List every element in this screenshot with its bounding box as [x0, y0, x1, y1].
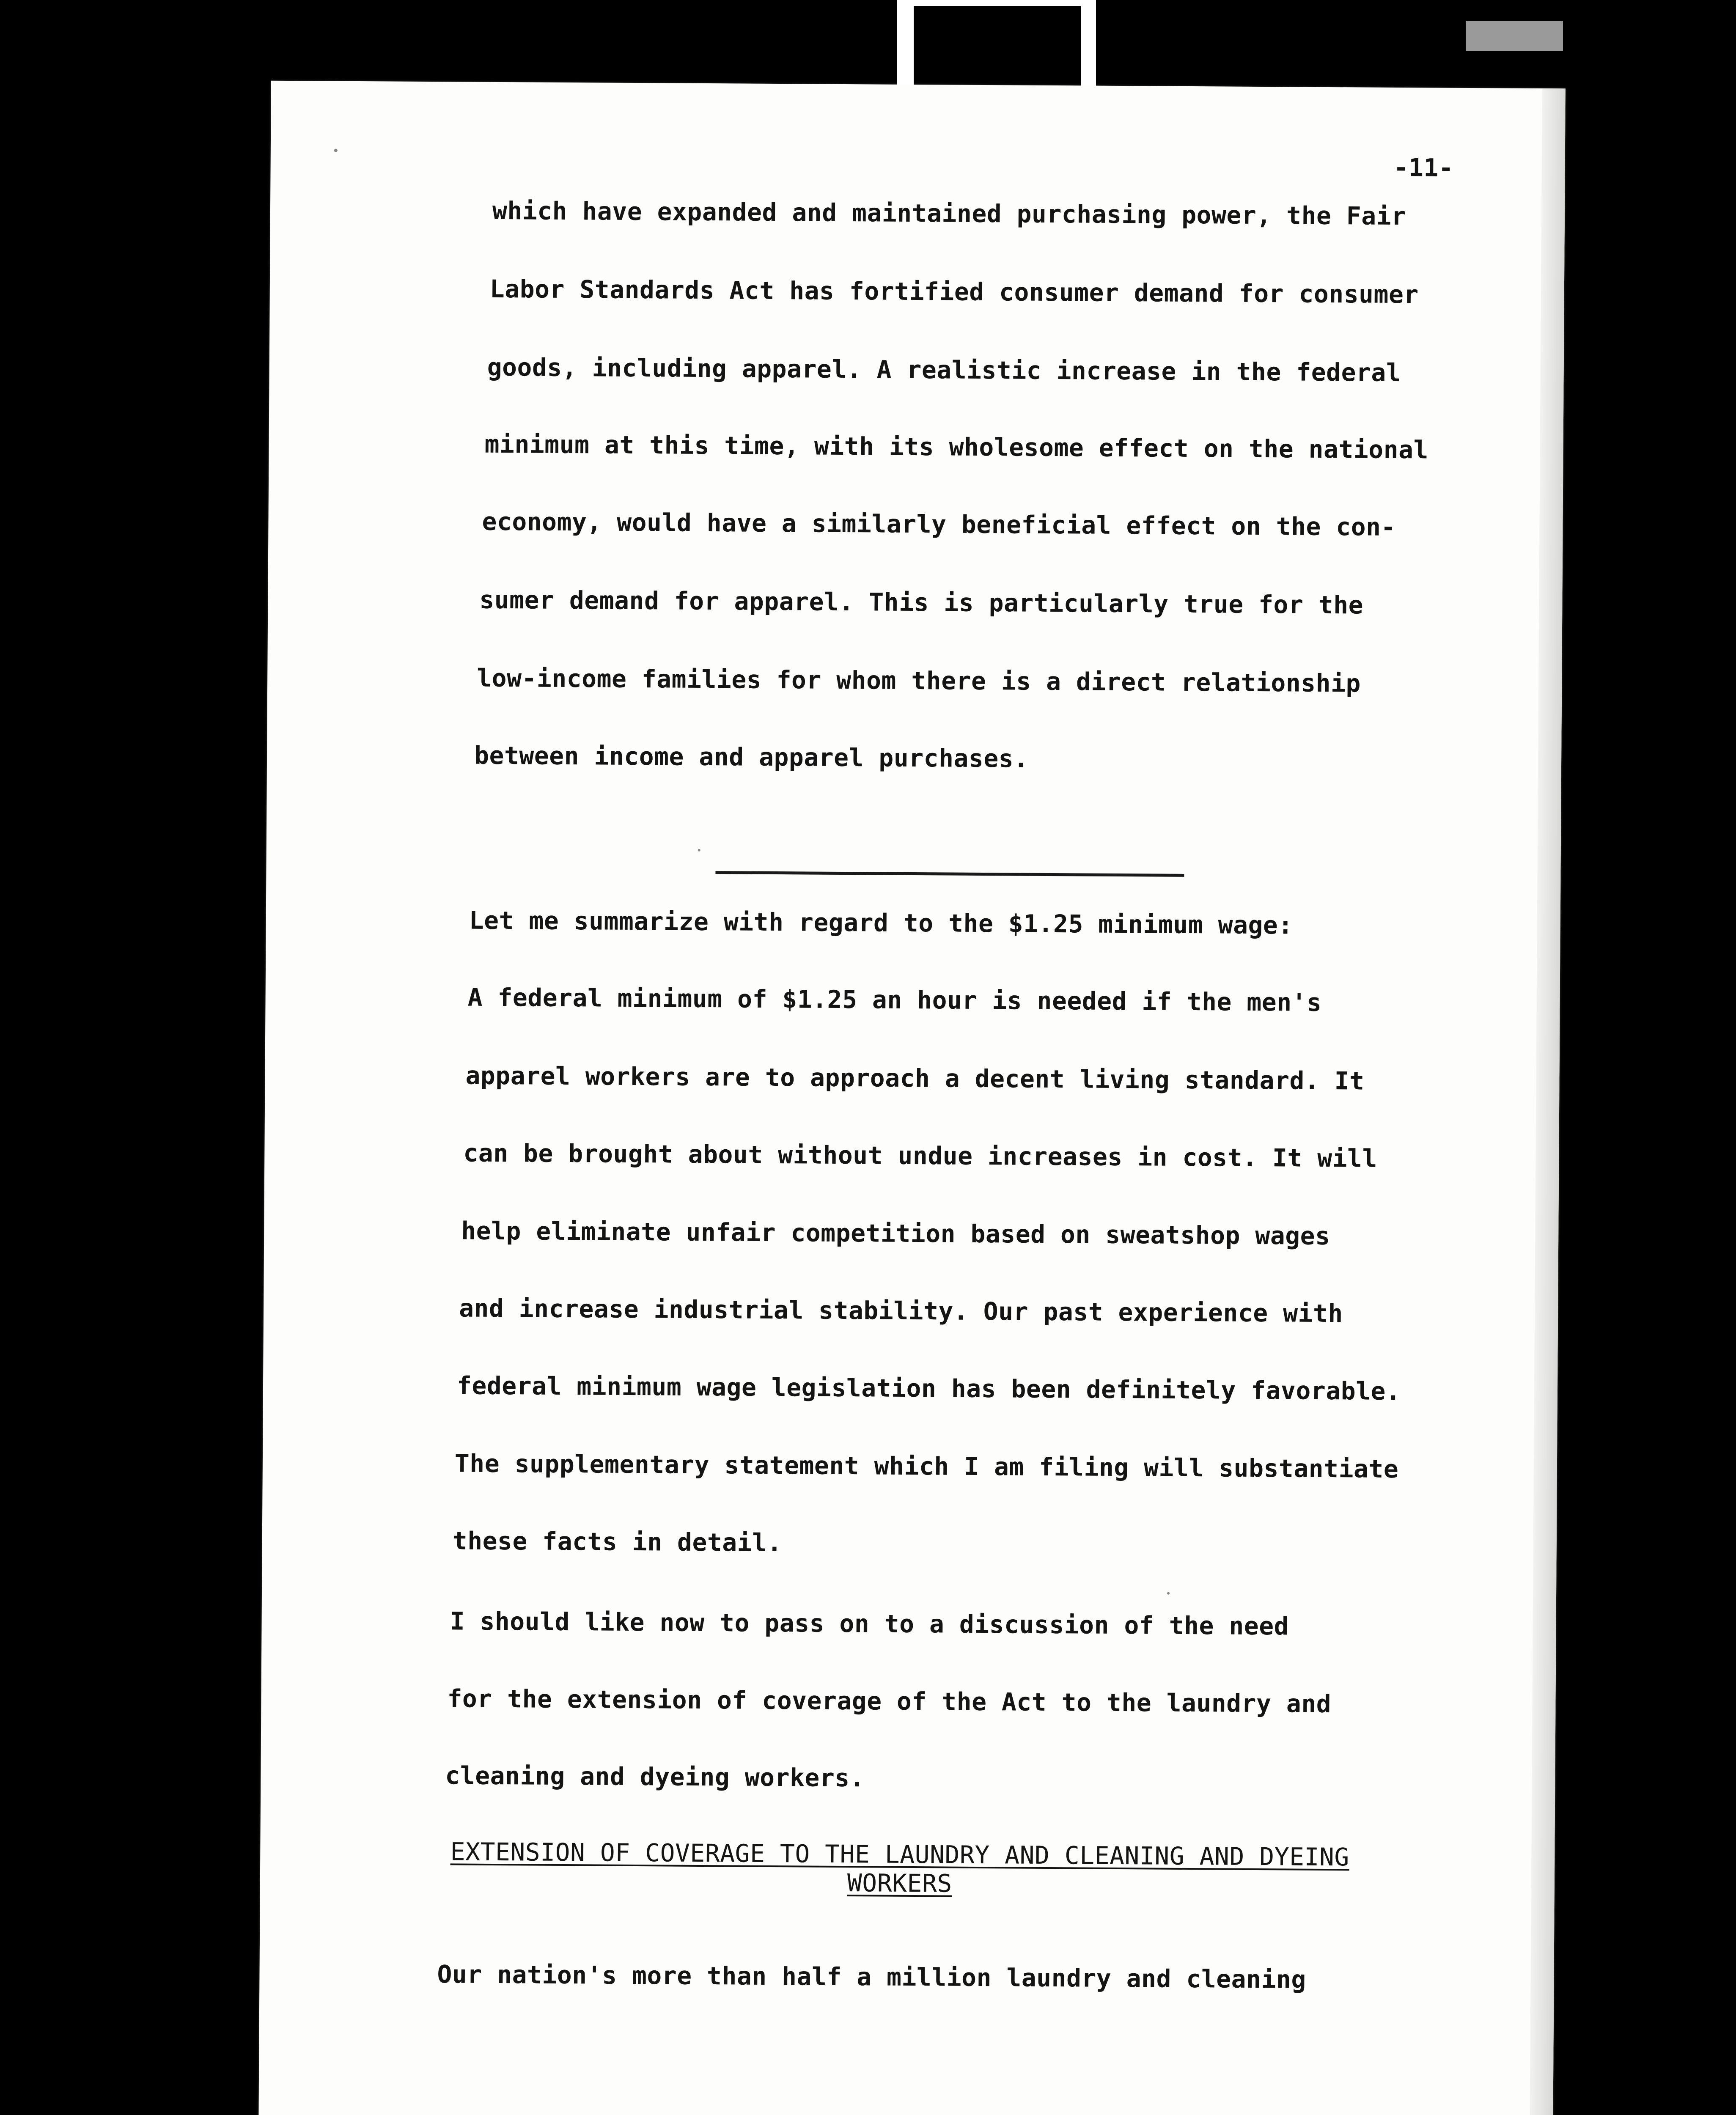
text-line: federal minimum wage legislation has been definitely favorable.	[456, 1371, 1401, 1406]
text-line: A federal minimum of $1.25 an hour is needed if the men's	[467, 983, 1322, 1017]
text-line: I should like now to pass on to a discussion of the need	[450, 1607, 1289, 1641]
section-divider-rule	[715, 871, 1184, 877]
typewritten-page	[258, 81, 1566, 2115]
text-line: low-income families for whom there is a direct relationship	[477, 663, 1361, 698]
scan-speck	[1167, 1592, 1170, 1595]
scan-speck	[334, 149, 338, 152]
film-edge-label	[1466, 21, 1563, 51]
text-line: help eliminate unfair competition based on sweatshop wages	[461, 1216, 1330, 1251]
text-line: these facts in detail.	[452, 1526, 783, 1557]
text-line: for the extension of coverage of the Act to the laundry and	[447, 1684, 1332, 1719]
text-line: Labor Standards Act has fortified consumer demand for consumer	[489, 274, 1419, 309]
scan-speck	[698, 849, 700, 851]
text-line: sumer demand for apparel. This is particularly true for the	[479, 585, 1364, 620]
text-line: between income and apparel purchases.	[474, 741, 1029, 773]
text-line: minimum at this time, with its wholesome effect on the national	[484, 429, 1429, 464]
text-line: apparel workers are to approach a decent living standard. It	[465, 1061, 1365, 1096]
section-heading-line-1: EXTENSION OF COVERAGE TO THE LAUNDRY AND CLEANING AND DYEING	[450, 1837, 1350, 1872]
text-line: Our nation's more than half a million laundry and cleaning	[437, 1960, 1306, 1994]
text-line: which have expanded and maintained purchasing power, the Fair	[492, 196, 1406, 231]
text-line: Let me summarize with regard to the $1.25 minimum wage:	[469, 906, 1293, 940]
page-edge-shadow	[1529, 88, 1566, 2115]
text-line: cleaning and dyeing workers.	[445, 1761, 865, 1793]
text-line: can be brought about without undue increases in cost. It will	[463, 1138, 1378, 1173]
film-strip-mark-top-center	[914, 0, 1081, 6]
text-line: The supplementary statement which I am filing will substantiate	[454, 1449, 1399, 1484]
text-line: economy, would have a similarly beneficial effect on the con-	[482, 507, 1396, 541]
text-line: goods, including apparel. A realistic increase in the federal	[487, 352, 1401, 387]
page-number: -11-	[1393, 153, 1454, 182]
text-line: and increase industrial stability. Our past experience with	[459, 1294, 1343, 1328]
section-heading-line-2: WORKERS	[847, 1868, 953, 1898]
section-heading	[422, 1837, 1378, 1901]
